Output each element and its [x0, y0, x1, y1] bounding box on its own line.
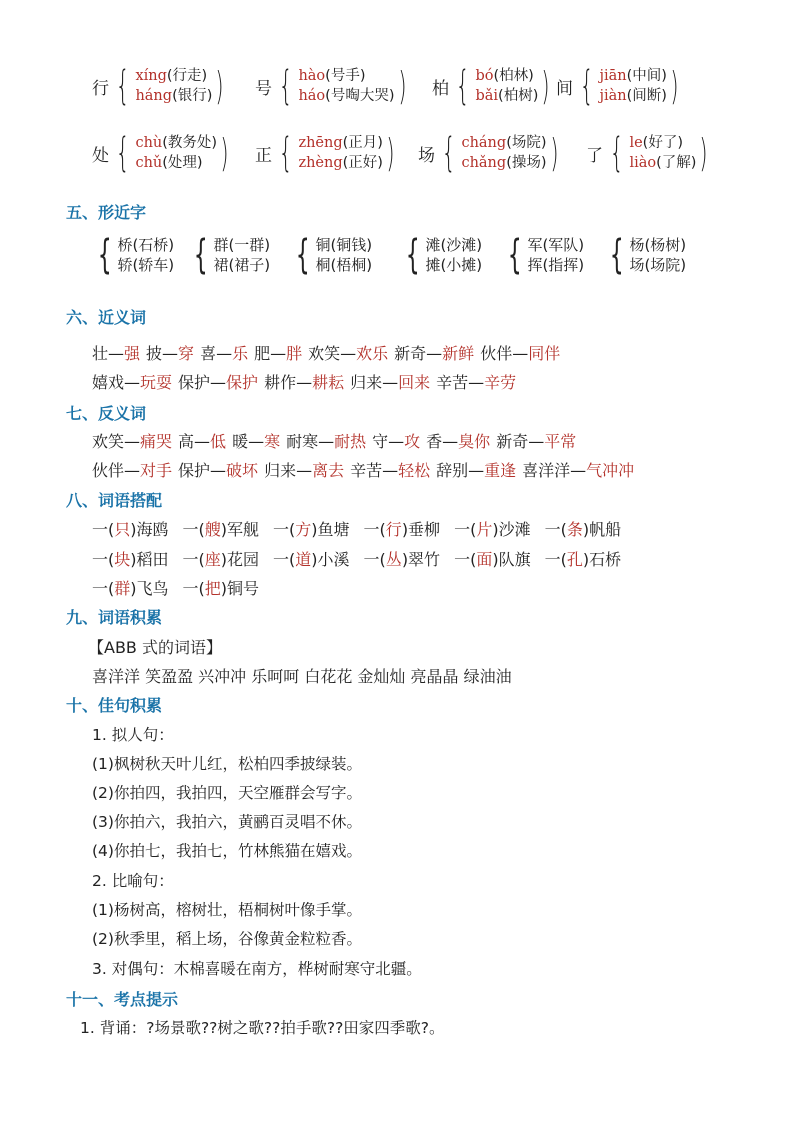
dapei-prefix: 一( [92, 520, 115, 539]
pinyin: chǎng [461, 155, 507, 171]
duoyinzi-reading [298, 86, 394, 106]
duoyinzi-reading [629, 133, 696, 153]
left-brace: { [507, 232, 522, 278]
xingjinzi-word: 铜(铜钱) [315, 236, 373, 254]
answer-word: 回来 [398, 373, 431, 392]
left-brace: { [295, 232, 310, 278]
dapei-noun: )飞鸟 [130, 579, 169, 598]
left-brace: { [278, 130, 293, 176]
fanyici-pair [178, 461, 258, 480]
xingjinzi-group [188, 232, 271, 278]
fanyici-pair [178, 432, 226, 451]
word: 保护— [178, 373, 227, 392]
dapei-prefix: 一( [273, 520, 296, 539]
section-title-jinyici: 六、近义词 [66, 308, 147, 327]
answer-word: 对手 [140, 461, 173, 480]
duoyinzi-readings [298, 133, 383, 173]
dapei-noun: )垂柳 [401, 520, 441, 539]
measure-word: 群 [114, 579, 131, 598]
dapei-prefix: 一( [92, 579, 115, 598]
fanyici-pair [522, 461, 634, 480]
example-word: (柏树) [498, 88, 539, 104]
example-word: (了解) [656, 155, 697, 171]
word: 暖— [232, 432, 265, 451]
xingjinzi-group [290, 232, 373, 278]
dapei-item [92, 576, 169, 599]
duoyinzi-readings [475, 66, 538, 106]
dapei-noun: )鱼塘 [311, 520, 350, 539]
dapei-item [454, 547, 531, 570]
measure-word: 丛 [385, 550, 402, 569]
jinyici-pair [350, 373, 430, 392]
example-word: (正月) [342, 135, 383, 151]
duoyinzi-char: 处 [92, 145, 109, 166]
measure-word: 只 [114, 520, 131, 539]
dapei-noun: )铜号 [220, 579, 260, 598]
example-word: (教务处) [162, 135, 218, 151]
example-word: (号啕大哭) [325, 88, 395, 104]
pinyin: le [629, 135, 643, 151]
duoyinzi-reading [298, 153, 383, 173]
duoyinzi-reading [135, 66, 212, 86]
word: 辛苦— [436, 373, 485, 392]
answer-word: 欢乐 [356, 344, 389, 363]
measure-word: 行 [385, 520, 402, 539]
duoyinzi-reading [135, 153, 217, 173]
section-title-jilei: 九、词语积累 [66, 608, 163, 627]
answer-word: 痛哭 [140, 432, 173, 451]
abb-words: 喜洋洋 笑盈盈 兴冲冲 乐呵呵 白花花 金灿灿 亮晶晶 绿油油 [92, 667, 512, 686]
measure-word: 孔 [566, 550, 583, 569]
left-brace: { [609, 130, 624, 176]
word: 高— [178, 432, 211, 451]
abb-heading: 【ABB 式的词语】 [88, 638, 222, 657]
dapei-item [454, 517, 531, 540]
xingjinzi-word: 挥(指挥) [527, 256, 585, 274]
duoyinzi-group [556, 63, 682, 109]
dapei-prefix: 一( [182, 550, 205, 569]
pinyin: liào [629, 155, 657, 171]
duoyinzi-reading [599, 66, 666, 86]
duoyinzi-readings [461, 133, 546, 173]
duoyinzi-char: 号 [255, 78, 272, 99]
duoyinzi-readings [298, 66, 394, 106]
xingjinzi-group [502, 232, 585, 278]
dapei-prefix: 一( [92, 550, 115, 569]
dapei-noun: )沙滩 [492, 520, 531, 539]
duoyinzi-reading [135, 86, 212, 106]
answer-word: 轻松 [398, 461, 431, 480]
dapei-prefix: 一( [363, 550, 386, 569]
word: 守— [372, 432, 405, 451]
word: 喜— [200, 344, 233, 363]
xingjinzi-word: 场(场院) [629, 256, 687, 274]
dapei-row [92, 517, 635, 540]
word: 归来— [264, 461, 313, 480]
dapei-item [273, 517, 350, 540]
section-title-jiaju: 十、佳句积累 [66, 696, 163, 715]
duoyinzi-group [255, 130, 398, 176]
xingjinzi-words [425, 235, 482, 275]
xingjinzi-group [604, 232, 687, 278]
fanyici-pair [426, 432, 490, 451]
xingjinzi-word: 桐(梧桐) [315, 256, 373, 274]
answer-word: 耐热 [334, 432, 367, 451]
jinyici-pair [92, 344, 140, 363]
duoyinzi-char: 场 [418, 145, 435, 166]
example-word: (正好) [342, 155, 383, 171]
answer-word: 离去 [312, 461, 345, 480]
dapei-prefix: 一( [363, 520, 386, 539]
right-paren: ) [699, 131, 708, 175]
fanyici-pair [264, 461, 344, 480]
duoyinzi-readings [135, 133, 217, 173]
jinyici-pair [200, 344, 248, 363]
duoyinzi-reading [298, 66, 394, 86]
dapei-noun: )队旗 [492, 550, 531, 569]
word: 新奇— [394, 344, 443, 363]
pinyin: háo [298, 88, 326, 104]
right-paren: ) [220, 131, 229, 175]
dapei-row [92, 576, 273, 599]
pinyin: cháng [461, 135, 507, 151]
dapei-noun: )海鸥 [130, 520, 169, 539]
pinyin: hào [298, 68, 326, 84]
duoyinzi-readings [135, 66, 212, 106]
measure-word: 艘 [204, 520, 221, 539]
measure-word: 把 [204, 579, 221, 598]
xingjinzi-word: 裙(裙子) [213, 256, 271, 274]
pinyin: jiān [599, 68, 627, 84]
example-word: (号手) [325, 68, 366, 84]
dapei-item [545, 547, 622, 570]
jinyici-pair [436, 373, 516, 392]
pinyin: zhēng [298, 135, 343, 151]
fanyici-pair [436, 461, 516, 480]
answer-word: 低 [210, 432, 227, 451]
duoyinzi-char: 柏 [432, 78, 449, 99]
duiou-sentence: 3. 对偶句：木棉喜暖在南方，桦树耐寒守北疆。 [92, 960, 422, 978]
niren-sentence: (3)你拍六，我拍六，黄鹂百灵唱不休。 [92, 813, 362, 831]
xingjinzi-words [527, 235, 584, 275]
right-paren: ) [397, 64, 406, 108]
answer-word: 臭你 [458, 432, 491, 451]
duoyinzi-readings [599, 66, 666, 106]
word: 喜洋洋— [522, 461, 587, 480]
jinyici-pair [146, 344, 194, 363]
dapei-noun: )花园 [220, 550, 260, 569]
niren-sentence: (1)枫树秋天叶儿红，松柏四季披绿装。 [92, 755, 362, 773]
dapei-item [183, 547, 260, 570]
duoyinzi-reading [135, 133, 217, 153]
pinyin: chù [135, 135, 163, 151]
jinyici-pair [308, 344, 388, 363]
right-paren: ) [215, 64, 224, 108]
word: 香— [426, 432, 459, 451]
dapei-prefix: 一( [182, 579, 205, 598]
left-brace: { [405, 232, 420, 278]
jinyici-pair [264, 373, 344, 392]
xingjinzi-words [315, 235, 372, 275]
measure-word: 片 [476, 520, 493, 539]
answer-word: 玩耍 [140, 373, 173, 392]
left-brace: { [115, 130, 130, 176]
answer-word: 气冲冲 [586, 461, 635, 480]
word: 欢笑— [92, 432, 141, 451]
pinyin: háng [135, 88, 173, 104]
duoyinzi-char: 了 [586, 145, 603, 166]
jinyici-row [92, 370, 522, 393]
dapei-noun: )翠竹 [401, 550, 441, 569]
duoyinzi-reading [298, 133, 383, 153]
answer-word: 胖 [286, 344, 303, 363]
dapei-item [92, 517, 169, 540]
answer-word: 平常 [544, 432, 577, 451]
duoyinzi-char: 行 [92, 78, 109, 99]
word: 耐寒— [286, 432, 335, 451]
word: 保护— [178, 461, 227, 480]
xingjinzi-word: 摊(小摊) [425, 256, 483, 274]
right-paren: ) [386, 131, 395, 175]
duoyinzi-readings [629, 133, 696, 173]
left-brace: { [609, 232, 624, 278]
duoyinzi-reading [461, 153, 546, 173]
kaodian-item: 1. 背诵：?场景歌??树之歌??拍手歌??田家四季歌?。 [80, 1019, 445, 1037]
example-word: (操场) [506, 155, 547, 171]
xingjinzi-word: 杨(杨树) [629, 236, 687, 254]
right-paren: ) [670, 64, 679, 108]
example-word: (中间) [626, 68, 667, 84]
niren-sentence: (2)你拍四，我拍四，天空雁群会写字。 [92, 784, 362, 802]
fanyici-pair [232, 432, 280, 451]
dapei-item [364, 547, 441, 570]
xingjinzi-word: 桥(石桥) [117, 236, 175, 254]
dapei-item [364, 517, 441, 540]
duoyinzi-char: 间 [556, 78, 573, 99]
example-word: (间断) [626, 88, 667, 104]
pinyin: xíng [135, 68, 167, 84]
jinyici-pair [178, 373, 258, 392]
example-word: (银行) [172, 88, 213, 104]
answer-word: 重逢 [484, 461, 517, 480]
word: 耕作— [264, 373, 313, 392]
xingjinzi-word: 群(一群) [213, 236, 271, 254]
measure-word: 座 [204, 550, 221, 569]
jinyici-row [92, 341, 566, 364]
dapei-item [92, 547, 169, 570]
dapei-item [183, 576, 260, 599]
word: 归来— [350, 373, 399, 392]
section-title-kaodian: 十一、考点提示 [66, 990, 179, 1009]
section-title-fanyici: 七、反义词 [66, 404, 147, 423]
jinyici-pair [480, 344, 560, 363]
left-brace: { [579, 63, 594, 109]
answer-word: 辛劳 [484, 373, 517, 392]
example-word: (场院) [506, 135, 547, 151]
duoyinzi-group [586, 130, 711, 176]
word: 新奇— [496, 432, 545, 451]
duoyinzi-reading [475, 66, 538, 86]
duoyinzi-reading [461, 133, 546, 153]
xingjinzi-words [629, 235, 686, 275]
answer-word: 耕耘 [312, 373, 345, 392]
xingjinzi-word: 军(军队) [527, 236, 585, 254]
dapei-noun: )帆船 [582, 520, 622, 539]
section-title-dapei: 八、词语搭配 [66, 491, 163, 510]
answer-word: 强 [124, 344, 141, 363]
pinyin: zhèng [298, 155, 343, 171]
duoyinzi-reading [599, 86, 666, 106]
pinyin: bǎi [475, 88, 499, 104]
left-brace: { [115, 63, 130, 109]
answer-word: 穿 [178, 344, 195, 363]
xingjinzi-group [92, 232, 175, 278]
jinyici-pair [394, 344, 474, 363]
dapei-prefix: 一( [454, 520, 477, 539]
duoyinzi-group [432, 63, 553, 109]
dapei-noun: )军舰 [220, 520, 260, 539]
left-brace: { [193, 232, 208, 278]
section-title-xingjinzi: 五、形近字 [66, 203, 147, 222]
jinyici-pair [254, 344, 302, 363]
answer-word: 攻 [404, 432, 421, 451]
left-brace: { [278, 63, 293, 109]
word: 披— [146, 344, 179, 363]
dapei-prefix: 一( [182, 520, 205, 539]
duoyinzi-group [255, 63, 409, 109]
word: 辞别— [436, 461, 485, 480]
measure-word: 方 [295, 520, 312, 539]
right-paren: ) [541, 64, 550, 108]
biyu-sentence: (2)秋季里，稻上场，谷像黄金粒粒香。 [92, 930, 362, 948]
word: 欢笑— [308, 344, 357, 363]
fanyici-pair [286, 432, 366, 451]
example-word: (柏林) [493, 68, 534, 84]
dapei-prefix: 一( [544, 550, 567, 569]
word: 肥— [254, 344, 287, 363]
word: 壮— [92, 344, 125, 363]
duoyinzi-group [92, 63, 227, 109]
answer-word: 新鲜 [442, 344, 475, 363]
xingjinzi-words [213, 235, 270, 275]
biyu-heading: 2. 比喻句： [92, 872, 174, 890]
answer-word: 同伴 [528, 344, 561, 363]
jinyici-pair [92, 373, 172, 392]
fanyici-row [92, 429, 582, 452]
fanyici-pair [92, 461, 172, 480]
dapei-prefix: 一( [273, 550, 296, 569]
measure-word: 条 [566, 520, 583, 539]
fanyici-row [92, 458, 640, 481]
dapei-prefix: 一( [544, 520, 567, 539]
right-paren: ) [549, 131, 559, 175]
niren-sentence: (4)你拍七，我拍七，竹林熊猫在嬉戏。 [92, 842, 362, 860]
niren-heading: 1. 拟人句： [92, 726, 174, 744]
measure-word: 块 [114, 550, 131, 569]
dapei-item [183, 517, 260, 540]
fanyici-pair [92, 432, 172, 451]
measure-word: 道 [295, 550, 312, 569]
example-word: (行走) [166, 68, 208, 84]
duoyinzi-char: 正 [255, 145, 272, 166]
xingjinzi-group [400, 232, 483, 278]
duoyinzi-reading [475, 86, 538, 106]
dapei-prefix: 一( [454, 550, 477, 569]
dapei-row [92, 547, 635, 570]
dapei-noun: )小溪 [311, 550, 350, 569]
fanyici-pair [350, 461, 430, 480]
example-word: (好了) [642, 135, 683, 151]
duoyinzi-reading [629, 153, 696, 173]
answer-word: 破坏 [226, 461, 259, 480]
answer-word: 乐 [232, 344, 249, 363]
measure-word: 面 [476, 550, 493, 569]
duoyinzi-group [418, 130, 561, 176]
example-word: (处理) [162, 155, 203, 171]
duoyinzi-group [92, 130, 232, 176]
xingjinzi-word: 滩(沙滩) [425, 236, 483, 254]
xingjinzi-words [117, 235, 174, 275]
word: 伙伴— [480, 344, 529, 363]
left-brace: { [455, 63, 470, 109]
dapei-item [273, 547, 350, 570]
dapei-item [545, 517, 622, 540]
answer-word: 寒 [264, 432, 281, 451]
pinyin: jiàn [599, 88, 627, 104]
fanyici-pair [496, 432, 576, 451]
word: 嬉戏— [92, 373, 141, 392]
pinyin: bó [475, 68, 494, 84]
left-brace: { [97, 232, 112, 278]
word: 伙伴— [92, 461, 141, 480]
answer-word: 保护 [226, 373, 259, 392]
dapei-noun: )稻田 [130, 550, 169, 569]
xingjinzi-word: 轿(轿车) [117, 256, 175, 274]
fanyici-pair [372, 432, 420, 451]
word: 辛苦— [350, 461, 399, 480]
biyu-sentence: (1)杨树高，榕树壮，梧桐树叶像手掌。 [92, 901, 362, 919]
dapei-noun: )石桥 [582, 550, 622, 569]
left-brace: { [441, 130, 456, 176]
pinyin: chǔ [135, 155, 163, 171]
